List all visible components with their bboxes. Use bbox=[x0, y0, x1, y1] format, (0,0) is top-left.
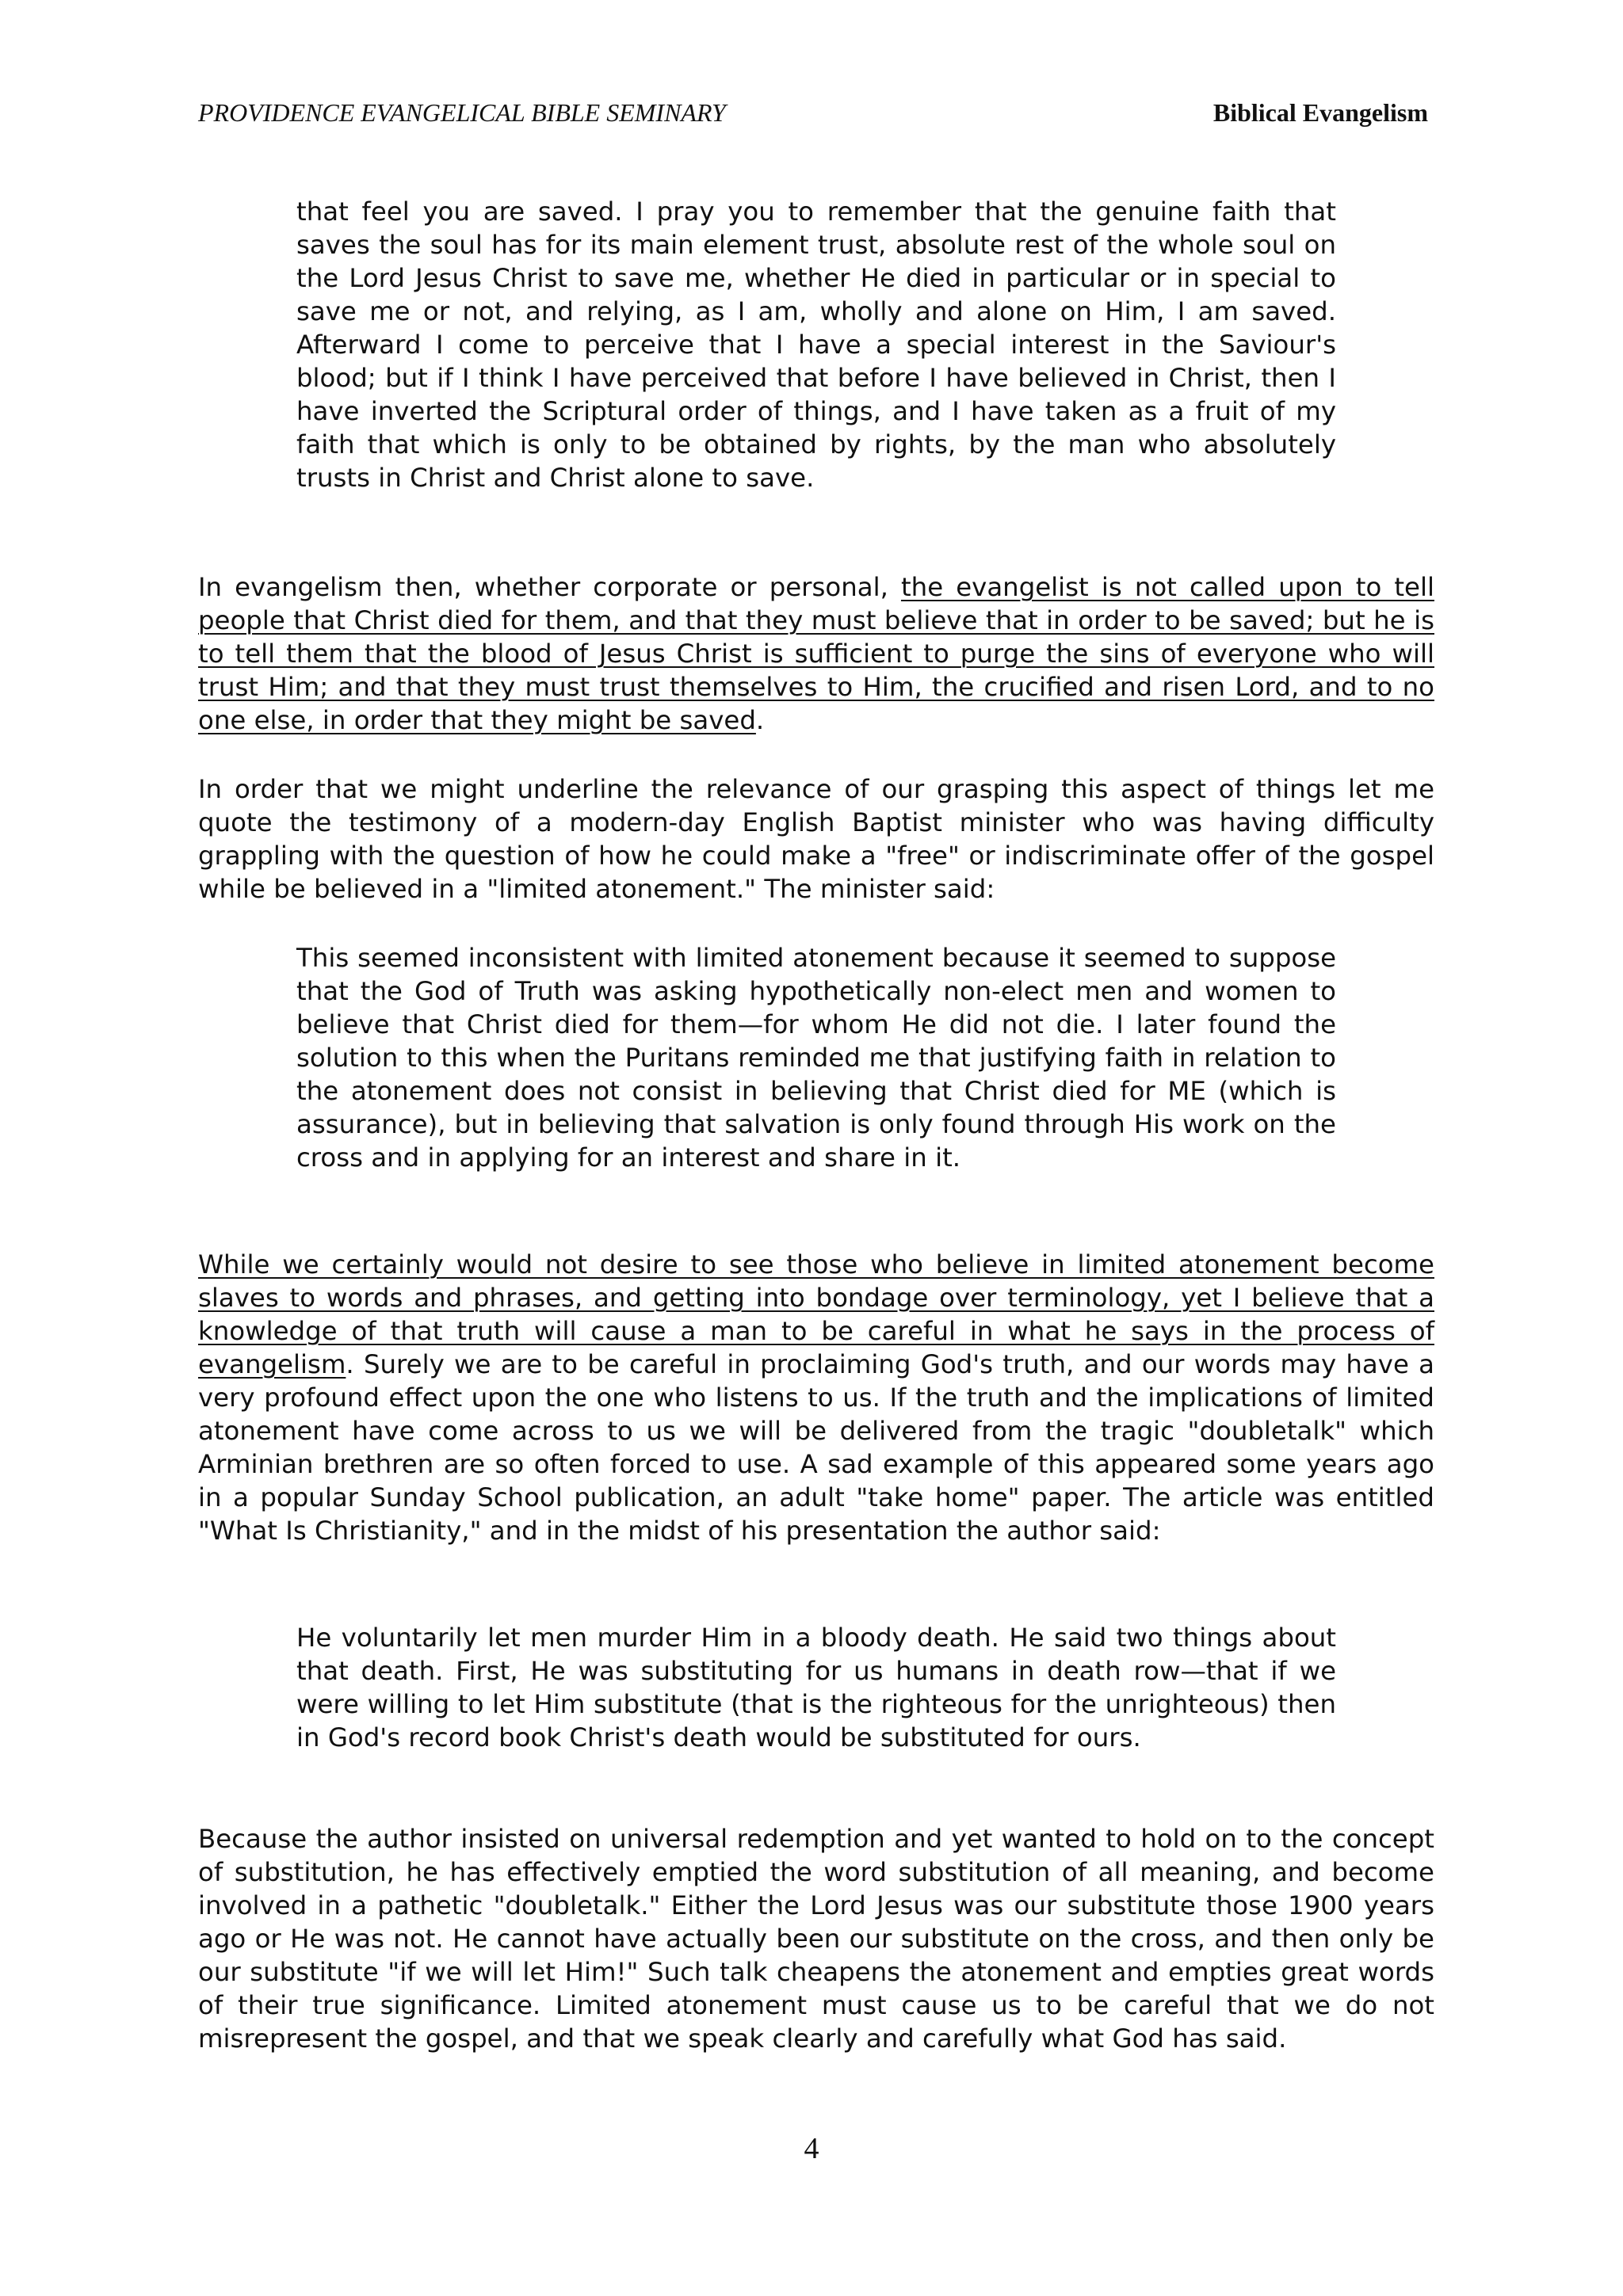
paragraph-substitution: Because the author insisted on universal redemption and yet wanted to hold on to the concept of substitution, he has effectively emptied the word substitution of all meaning, and become involved in a pathetic "doubletalk." Either the Lord Jesus was our substitute those 1900 years ago or He was not. He cannot have actually been our substitute on the cross, and then only be our substitute "if we will let Him!" Such talk cheapens the atonement and empties great words of their true significance. Limited atonement must cause us to be careful that we do not misrepresent the gospel, and that we speak clearly and carefully what God has said. bbox=[198, 1824, 1434, 2054]
paragraph-evangelism bbox=[198, 570, 1434, 737]
course-title: Biblical Evangelism bbox=[1212, 98, 1428, 127]
block-quote-article: He voluntarily let men murder Him in a bloody death. He said two things about that death. First, He was substituting for us humans in death row—that if we were willing to let Him substitute (that is the righteous for the unrighteous) then in God's record book Christ's death would be substituted for ours. bbox=[296, 1623, 1336, 1753]
page-number: 4 bbox=[804, 2132, 819, 2165]
block-quote-spurgeon: that feel you are saved. I pray you to remember that the genuine faith that saves the soul has for its main element trust, absolute rest of the whole soul on the Lord Jesus Christ to save me, whether He died in particular or in special to save me or not, and relying, as I am, wholly and alone on Him, I am saved. Afterward I come to perceive that I have a special interest in the Saviour's blood; but if I think I have perceived that before I have believed in Christ, then I have inverted the Scriptural order of things, and I have taken as a fruit of my faith that which is only to be obtained by rights, by the man who absolutely trusts in Christ and Christ alone to save. bbox=[296, 196, 1336, 493]
underlined-emphasis: While we certainly would not desire to see those who believe in limited atonement become slaves to words and phrases, and getting into bondage over terminology, yet I believe that a knowledge of that truth will cause a man to be careful in what he says in the process of evangelism bbox=[198, 1249, 1434, 1379]
running-header bbox=[198, 98, 1428, 135]
paragraph-testimony-intro: In order that we might underline the relevance of our grasping this aspect of things let me quote the testimony of a modern-day English Baptist minister who was having difficulty grappling with the question of how he could make a "free" or indiscriminate offer of the gospel while be believed in a "limited atonement." The minister said: bbox=[198, 774, 1434, 904]
seminary-name: PROVIDENCE EVANGELICAL BIBLE SEMINARY bbox=[198, 98, 726, 127]
paragraph-doubletalk bbox=[198, 1248, 1434, 1547]
underlined-emphasis: the evangelist is not called upon to tell people that Christ died for them, and that they must believe that in order to be saved; but he is to tell them that the blood of Jesus Christ is sufficient to purge the sins of everyone who will trust Him; and that they must trust themselves to Him, the crucified and risen Lord, and to no one else, in order that they might be saved bbox=[198, 572, 1434, 735]
block-quote-minister: This seemed inconsistent with limited atonement because it seemed to suppose that the God of Truth was asking hypothetically non-elect men and women to believe that Christ died for them—for whom He did not die. I later found the solution to this when the Puritans reminded me that justifying faith in relation to the atonement does not consist in believing that Christ died for ME (which is assurance), but in believing that salvation is only found through His work on the cross and in applying for an interest and share in it. bbox=[296, 943, 1336, 1173]
paragraph-lead-text: In evangelism then, whether corporate or personal, bbox=[198, 572, 901, 602]
paragraph-tail-text: . Surely we are to be careful in proclaiming God's truth, and our words may have a very profound effect upon the one who listens to us. If the truth and the implications of limited atonement have come across to us we will be delivered from the tragic "doubletalk" which Arminian brethren are so often forced to use. A sad example of this appeared some years ago in a popular Sunday School publication, an adult "take home" paper. The article was entitled "What Is Christianity," and in the midst of his presentation the author said: bbox=[198, 1349, 1434, 1546]
paragraph-tail-text: . bbox=[755, 705, 765, 735]
